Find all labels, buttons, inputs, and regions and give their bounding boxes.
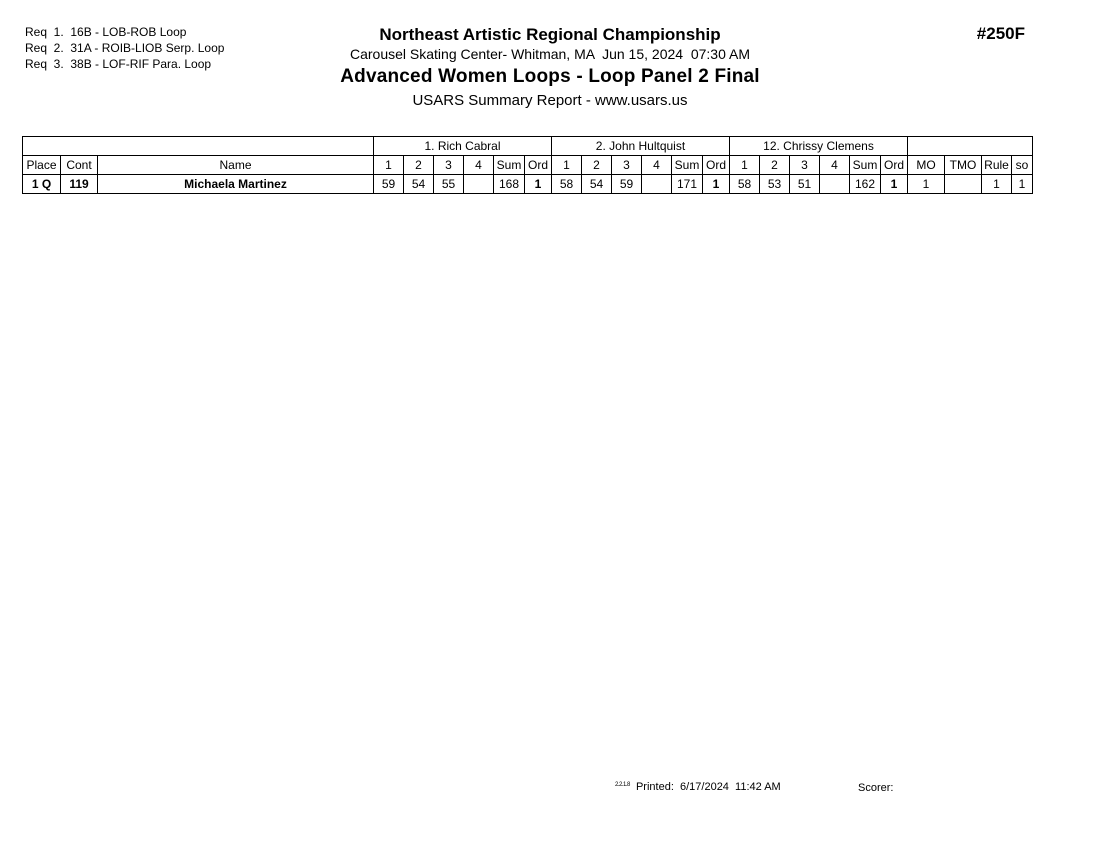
col-header-sum: Sum — [494, 156, 525, 175]
col-header-cont: Cont — [61, 156, 98, 175]
col-header-trial-1: 1 — [730, 156, 760, 175]
judges-row — [23, 137, 1033, 156]
result-place: 1 Q — [23, 175, 61, 194]
results-table — [22, 136, 1033, 194]
col-header-trial-2: 2 — [760, 156, 790, 175]
requirement-line: Req 1. 16B - LOB-ROB Loop — [25, 25, 187, 39]
column-header-row — [23, 156, 1033, 175]
result-skater-name: Michaela Martinez — [98, 175, 374, 194]
judge-1-name: 1. Rich Cabral — [374, 137, 552, 156]
judge-3-name: 12. Chrissy Clemens — [730, 137, 908, 156]
result-tmo — [945, 175, 982, 194]
col-header-mo: MO — [908, 156, 945, 175]
judges-row-spacer — [908, 137, 1033, 156]
printed-line — [615, 781, 781, 793]
result-rule: 1 — [982, 175, 1012, 194]
judge-3-score-4 — [820, 175, 850, 194]
judge-3-score-1: 58 — [730, 175, 760, 194]
championship-title: Northeast Artistic Regional Championship — [379, 25, 721, 44]
col-header-trial-4: 4 — [820, 156, 850, 175]
judge-2-score-1: 58 — [552, 175, 582, 194]
col-header-trial-3: 3 — [612, 156, 642, 175]
col-header-sum: Sum — [850, 156, 881, 175]
col-header-ord: Ord — [703, 156, 730, 175]
judge-1-score-3: 55 — [434, 175, 464, 194]
judge-3-score-3: 51 — [790, 175, 820, 194]
printed-timestamp: Printed: 6/17/2024 11:42 AM — [629, 781, 781, 793]
judge-1-score-4 — [464, 175, 494, 194]
col-header-name: Name — [98, 156, 374, 175]
judge-2-sum: 171 — [672, 175, 703, 194]
judges-row-spacer — [23, 137, 374, 156]
col-header-so: so — [1012, 156, 1033, 175]
col-header-trial-2: 2 — [582, 156, 612, 175]
result-row — [23, 175, 1033, 194]
col-header-trial-3: 3 — [434, 156, 464, 175]
col-header-tmo: TMO — [945, 156, 982, 175]
venue-date-line: Carousel Skating Center- Whitman, MA Jun 15, 2024 07:30 AM — [350, 46, 750, 62]
judge-1-score-2: 54 — [404, 175, 434, 194]
judge-1-score-1: 59 — [374, 175, 404, 194]
judge-3-score-2: 53 — [760, 175, 790, 194]
result-cont-number: 119 — [61, 175, 98, 194]
event-title: Advanced Women Loops - Loop Panel 2 Final — [340, 66, 760, 87]
requirement-line: Req 3. 38B - LOF-RIF Para. Loop — [25, 57, 212, 71]
result-mo: 1 — [908, 175, 945, 194]
col-header-place: Place — [23, 156, 61, 175]
judge-2-score-2: 54 — [582, 175, 612, 194]
col-header-trial-4: 4 — [464, 156, 494, 175]
col-header-trial-1: 1 — [374, 156, 404, 175]
event-number: #250F — [976, 24, 1025, 43]
col-header-trial-4: 4 — [642, 156, 672, 175]
col-header-sum: Sum — [672, 156, 703, 175]
col-header-trial-1: 1 — [552, 156, 582, 175]
scorer-label: Scorer: — [858, 782, 894, 794]
report-header — [0, 24, 1100, 113]
col-header-ord: Ord — [881, 156, 908, 175]
judge-2-name: 2. John Hultquist — [552, 137, 730, 156]
col-header-rule: Rule — [982, 156, 1012, 175]
judge-3-ordinal: 1 — [881, 175, 908, 194]
judge-2-ordinal: 1 — [703, 175, 730, 194]
judge-2-score-3: 59 — [612, 175, 642, 194]
report-type-line: USARS Summary Report - www.usars.us — [412, 92, 688, 109]
col-header-ord: Ord — [525, 156, 552, 175]
judge-1-sum: 168 — [494, 175, 525, 194]
col-header-trial-3: 3 — [790, 156, 820, 175]
col-header-trial-2: 2 — [404, 156, 434, 175]
result-so: 1 — [1012, 175, 1033, 194]
software-version: 2.2.1.8 — [615, 782, 630, 788]
requirement-line: Req 2. 31A - ROIB-LIOB Serp. Loop — [25, 41, 225, 55]
judge-1-ordinal: 1 — [525, 175, 552, 194]
judge-3-sum: 162 — [850, 175, 881, 194]
judge-2-score-4 — [642, 175, 672, 194]
